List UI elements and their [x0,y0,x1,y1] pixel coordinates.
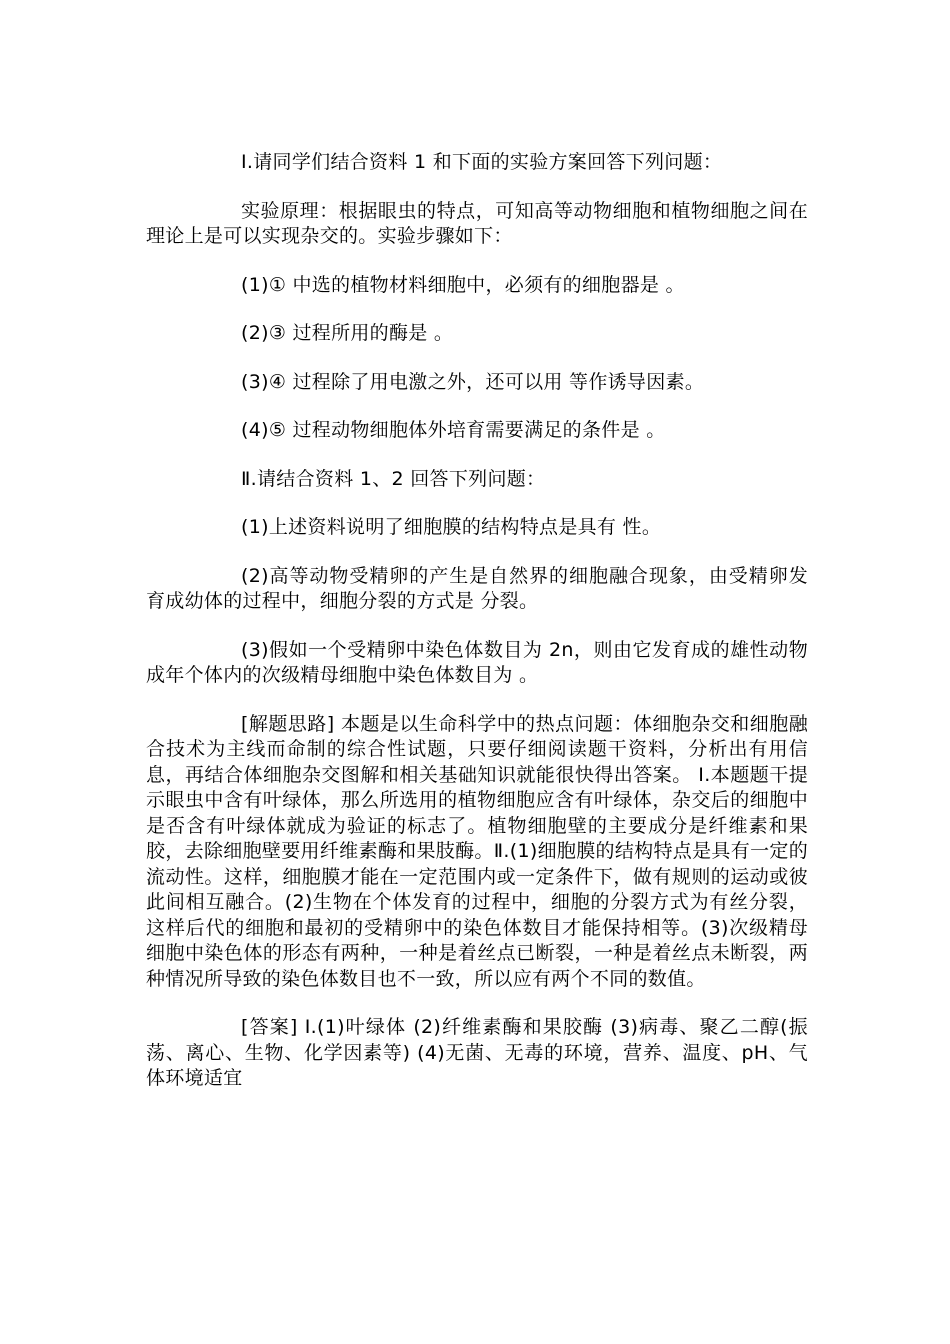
document-body [146,150,808,1115]
question-2-heading: Ⅱ.请结合资料 1、2 回答下列问题： [241,467,546,490]
question-1-item-2: (2)③ 过程所用的酶是 。 [241,322,454,344]
question-1-item-1: (1)① 中选的植物材料细胞中，必须有的细胞器是 。 [241,273,685,296]
question-1-item-3: (3)④ 过程除了用电激之外，还可以用 等作诱导因素。 [241,370,705,393]
question-1-heading: I.请同学们结合资料 1 和下面的实验方案回答下列问题： [241,151,723,173]
experiment-principle: 实验原理：根据眼虫的特点，可知高等动物细胞和植物细胞之间在理论上是可以实现杂交的。实验步骤如下： [146,199,808,247]
answer: [答案] I.(1)叶绿体 (2)纤维素酶和果胶酶 (3)病毒、聚乙二醇(振荡、离心、生物、化学因素等) (4)无菌、无毒的环境，营养、温度、pH、气体环境适宜 [146,1016,808,1089]
question-2-item-2: (2)高等动物受精卵的产生是自然界的细胞融合现象，由受精卵发育成幼体的过程中，细胞分裂的方式是 分裂。 [146,564,808,612]
question-2-item-1: (1)上述资料说明了细胞膜的结构特点是具有 性。 [241,516,662,538]
question-1-item-4: (4)⑤ 过程动物细胞体外培育需要满足的条件是 。 [241,419,666,441]
question-2-item-3: (3)假如一个受精卵中染色体数目为 2n，则由它发育成的雄性动物成年个体内的次级精母细胞中染色体数目为 。 [146,638,808,686]
solution-analysis: [解题思路] 本题是以生命科学中的热点问题：体细胞杂交和细胞融合技术为主线而命制的综合性试题，只要仔细阅读题干资料，分析出有用信息，再结合体细胞杂交图解和相关基础知识就能很快得出答案。 I.本题题干提示眼虫中含有叶绿体，那么所选用的植物细胞应含有叶绿体，杂交后的细胞中是否含有叶绿体就成为验证的标志了。植物细胞壁的主要成分是纤维素和果胶，去除细胞壁要用纤维素酶和果肢酶。Ⅱ.(1)细胞膜的结构特点是具有一定的流动性。这样，细胞膜才能在一定范围内或一定条件下，做有规则的运动或彼此间相互融合。(2)生物在个体发育的过程中，细胞的分裂方式为有丝分裂，这样后代的细胞和最初的受精卵中的染色体数目才能保持相等。(3)次级精母细胞中染色体的形态有两种，一种是着丝点已断裂，一种是着丝点未断裂，两种情况所导致的染色体数目也不一致，所以应有两个不同的数值。 [146,712,808,990]
